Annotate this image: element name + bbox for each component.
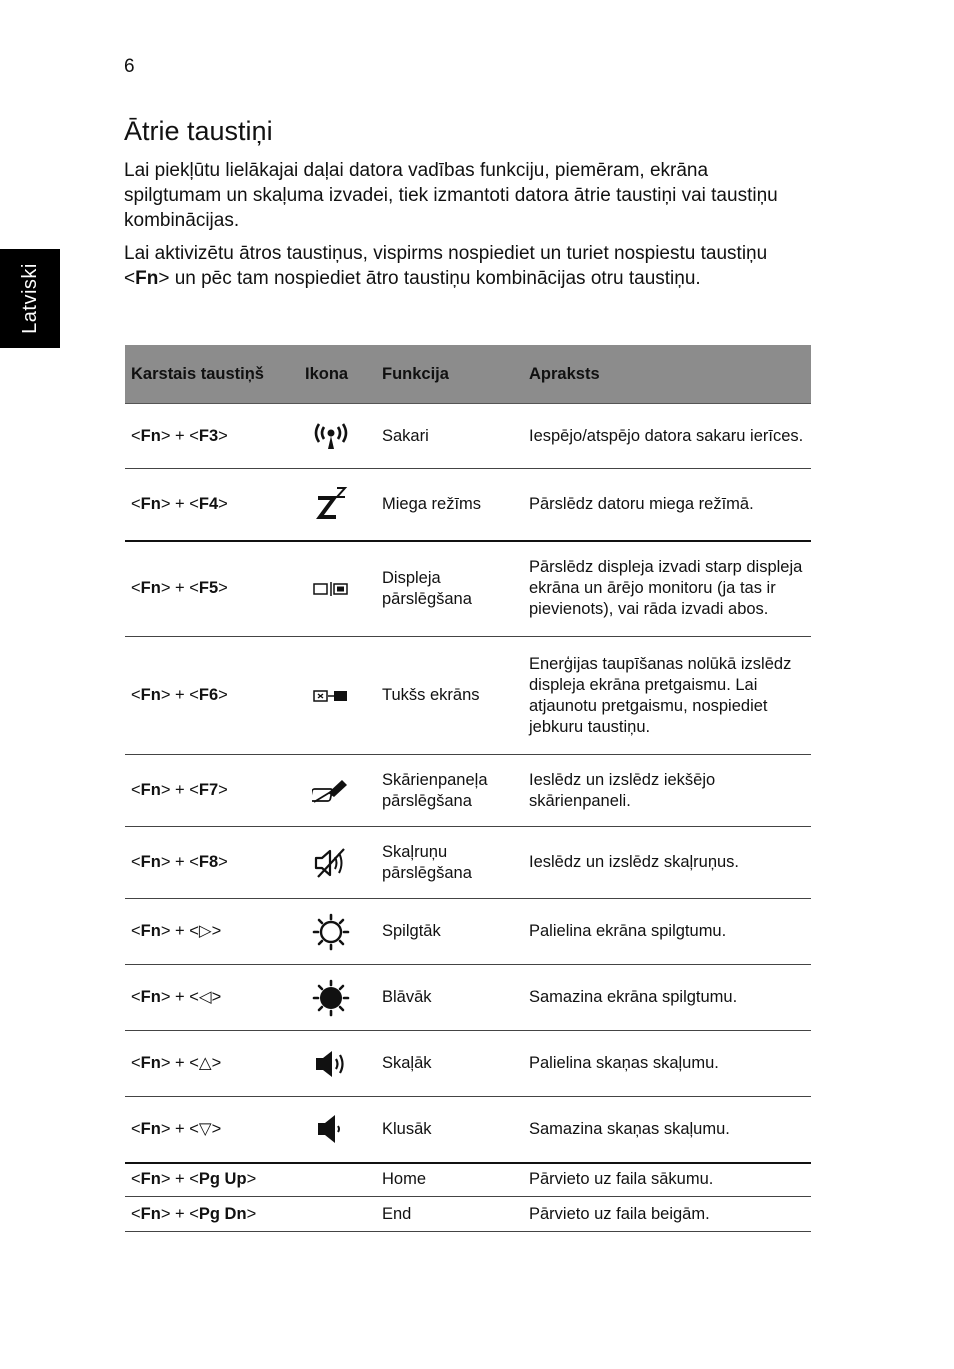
hotkey-cell: <Fn> + <◁> [125, 965, 285, 1031]
hotkey-cell: <Fn> + <F4> [125, 469, 285, 541]
hotkey-cell: <Fn> + <F6> [125, 637, 285, 755]
description-cell: Samazina ekrāna spilgtumu. [523, 965, 811, 1031]
instruction-key: Fn [135, 268, 159, 289]
header-hotkey: Karstais taustiņš [125, 345, 285, 404]
brightness-down-icon [312, 979, 350, 1017]
function-cell: Sakari [376, 404, 523, 469]
description-cell: Pārslēdz displeja izvadi starp displeja ekrāna un ārējo monitoru (ja tas ir pievienots), vai rāda izvadi abos. [523, 541, 811, 637]
page-number: 6 [124, 56, 135, 77]
description-cell: Ieslēdz un izslēdz skaļruņus. [523, 827, 811, 899]
table-row [125, 1031, 811, 1097]
touchpad-toggle-icon [312, 777, 350, 805]
table-row [125, 827, 811, 899]
function-cell: End [376, 1197, 523, 1232]
function-cell: Home [376, 1163, 523, 1197]
brightness-up-icon [312, 913, 350, 951]
hotkey-cell: <Fn> + <F5> [125, 541, 285, 637]
description-cell: Palielina ekrāna spilgtumu. [523, 899, 811, 965]
hotkey-cell: <Fn> + <F3> [125, 404, 285, 469]
header-description: Apraksts [523, 345, 811, 404]
table-row [125, 469, 811, 541]
language-tab-label: Latviski [18, 263, 41, 334]
table-row [125, 541, 811, 637]
language-tab [0, 249, 60, 348]
hotkey-table [125, 345, 811, 1232]
description-cell: Ieslēdz un izslēdz iekšējo skārienpaneli. [523, 755, 811, 827]
header-function: Funkcija [376, 345, 523, 404]
empty-icon-cell [285, 1197, 376, 1232]
hotkey-cell: <Fn> + <F7> [125, 755, 285, 827]
instruction-after: > un pēc tam nospiediet ātro taustiņu kombinācijas otru taustiņu. [158, 268, 701, 289]
intro-paragraph: Lai piekļūtu lielākajai daļai datora vadības funkciju, piemēram, ekrāna spilgtumam un skaļuma izvadei, tiek izmantoti datora ātrie taustiņi vai taustiņu kombinācijas. [124, 160, 778, 231]
description-cell: Pārslēdz datoru miega režīmā. [523, 469, 811, 541]
table-row [125, 404, 811, 469]
description-cell: Samazina skaņas skaļumu. [523, 1097, 811, 1163]
function-cell: Tukšs ekrāns [376, 637, 523, 755]
instruction-before: Lai aktivizētu ātros taustiņus, vispirms nospiediet un turiet nospiestu taustiņu < [124, 243, 768, 289]
hotkey-cell: <Fn> + <Pg Dn> [125, 1197, 285, 1232]
hotkey-cell: <Fn> + <F8> [125, 827, 285, 899]
description-cell: Iespējo/atspējo datora sakaru ierīces. [523, 404, 811, 469]
function-cell: Miega režīms [376, 469, 523, 541]
empty-icon-cell [285, 1163, 376, 1197]
function-cell: Klusāk [376, 1097, 523, 1163]
hotkey-cell: <Fn> + <Pg Up> [125, 1163, 285, 1197]
speaker-toggle-icon [312, 847, 350, 879]
table-row [125, 965, 811, 1031]
instruction-paragraph [124, 241, 784, 291]
table-header-row [125, 345, 811, 404]
description-cell: Pārvieto uz faila sākumu. [523, 1163, 811, 1197]
sleep-icon [314, 486, 348, 522]
hotkey-cell: <Fn> + <▽> [125, 1097, 285, 1163]
wireless-icon [312, 421, 350, 451]
description-cell: Pārvieto uz faila beigām. [523, 1197, 811, 1232]
volume-up-icon [313, 1048, 349, 1080]
table-row [125, 1163, 811, 1197]
function-cell: Skārienpaneļa pārslēgšana [376, 755, 523, 827]
function-cell: Skaļāk [376, 1031, 523, 1097]
display-toggle-icon [312, 581, 350, 597]
hotkey-cell: <Fn> + <△> [125, 1031, 285, 1097]
table-row [125, 755, 811, 827]
table-row [125, 1097, 811, 1163]
function-cell: Spilgtāk [376, 899, 523, 965]
function-cell: Blāvāk [376, 965, 523, 1031]
description-cell: Enerģijas taupīšanas nolūkā izslēdz displeja ekrāna pretgaismu. Lai atjaunotu pretgaismu, nospiediet jebkuru taustiņu. [523, 637, 811, 755]
description-cell: Palielina skaņas skaļumu. [523, 1031, 811, 1097]
function-cell: Displeja pārslēgšana [376, 541, 523, 637]
header-icon: Ikona [285, 345, 376, 404]
screen-blank-icon [312, 688, 350, 704]
volume-down-icon [313, 1112, 349, 1146]
table-row [125, 637, 811, 755]
page-title: Ātrie taustiņi [124, 116, 273, 146]
table-row [125, 899, 811, 965]
hotkey-cell: <Fn> + <▷> [125, 899, 285, 965]
function-cell: Skaļruņu pārslēgšana [376, 827, 523, 899]
table-row [125, 1197, 811, 1232]
